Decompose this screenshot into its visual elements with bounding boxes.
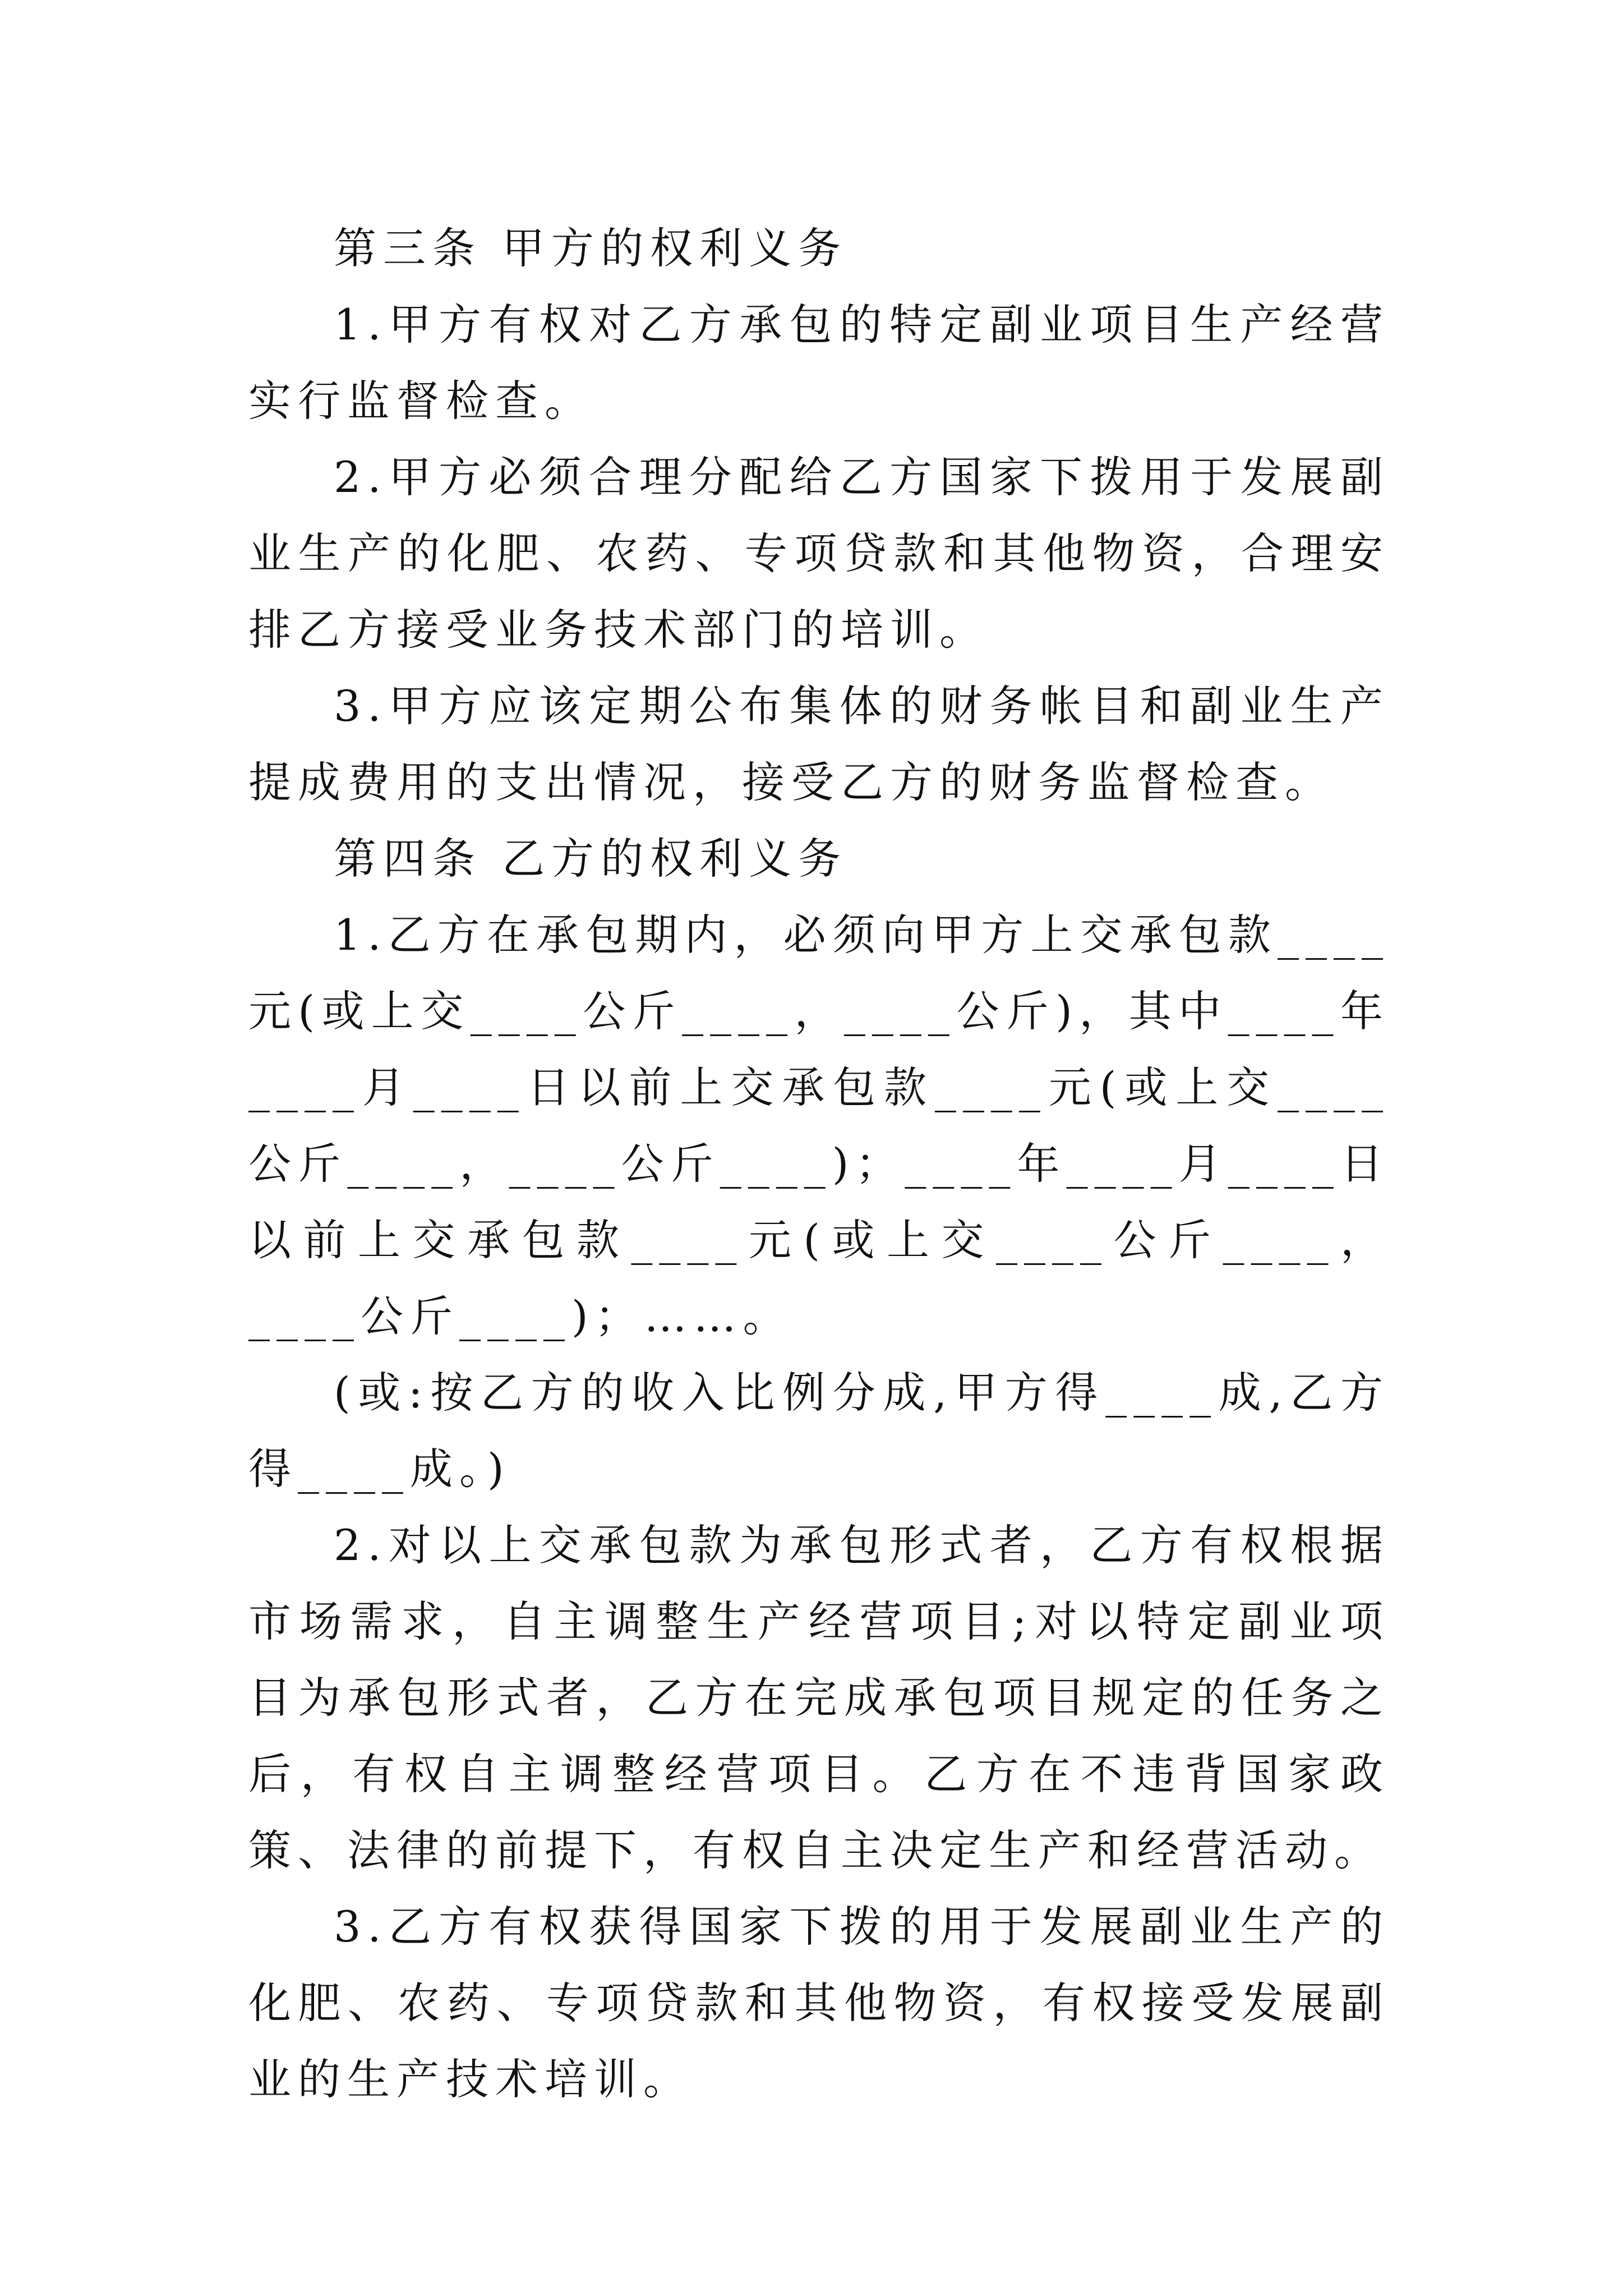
- article-3-clause-1: 1.甲方有权对乙方承包的特定副业项目生产经营实行监督检查。: [248, 300, 1390, 426]
- document-body: [248, 210, 1390, 2118]
- article-3-heading: 第三条 甲方的权利义务: [334, 223, 848, 273]
- article-4-clause-3: 3.乙方有权获得国家下拨的用于发展副业生产的化肥、农药、专项贷款和其他物资，有权接受发展副业的生产技术培训。: [248, 1902, 1390, 2104]
- article-4-clause-1-alternative: (或:按乙方的收入比例分成,甲方得____成,乙方得____成。): [248, 1368, 1390, 1494]
- article-3-clause-2: 2.甲方必须合理分配给乙方国家下拨用于发展副业生产的化肥、农药、专项贷款和其他物资，合理安排乙方接受业务技术部门的培训。: [248, 452, 1390, 655]
- article-4-clause-2: 2.对以上交承包款为承包形式者，乙方有权根据市场需求，自主调整生产经营项目;对以特定副业项目为承包形式者，乙方在完成承包项目规定的任务之后，有权自主调整经营项目。乙方在不违背国家政策、法律的前提下，有权自主决定生产和经营活动。: [248, 1520, 1390, 1875]
- article-3-clause-3: 3.甲方应该定期公布集体的财务帐目和副业生产提成费用的支出情况，接受乙方的财务监督检查。: [248, 681, 1390, 807]
- article-4-heading: 第四条 乙方的权利义务: [334, 834, 848, 884]
- article-4-clause-1: 1.乙方在承包期内，必须向甲方上交承包款____元(或上交____公斤____，____公斤)，其中____年____月____日以前上交承包款____元(或上交____公斤____，____公斤____)；____年____月____日以前上交承包款____元(或上交____公斤____，____公斤____)；……。: [248, 910, 1390, 1341]
